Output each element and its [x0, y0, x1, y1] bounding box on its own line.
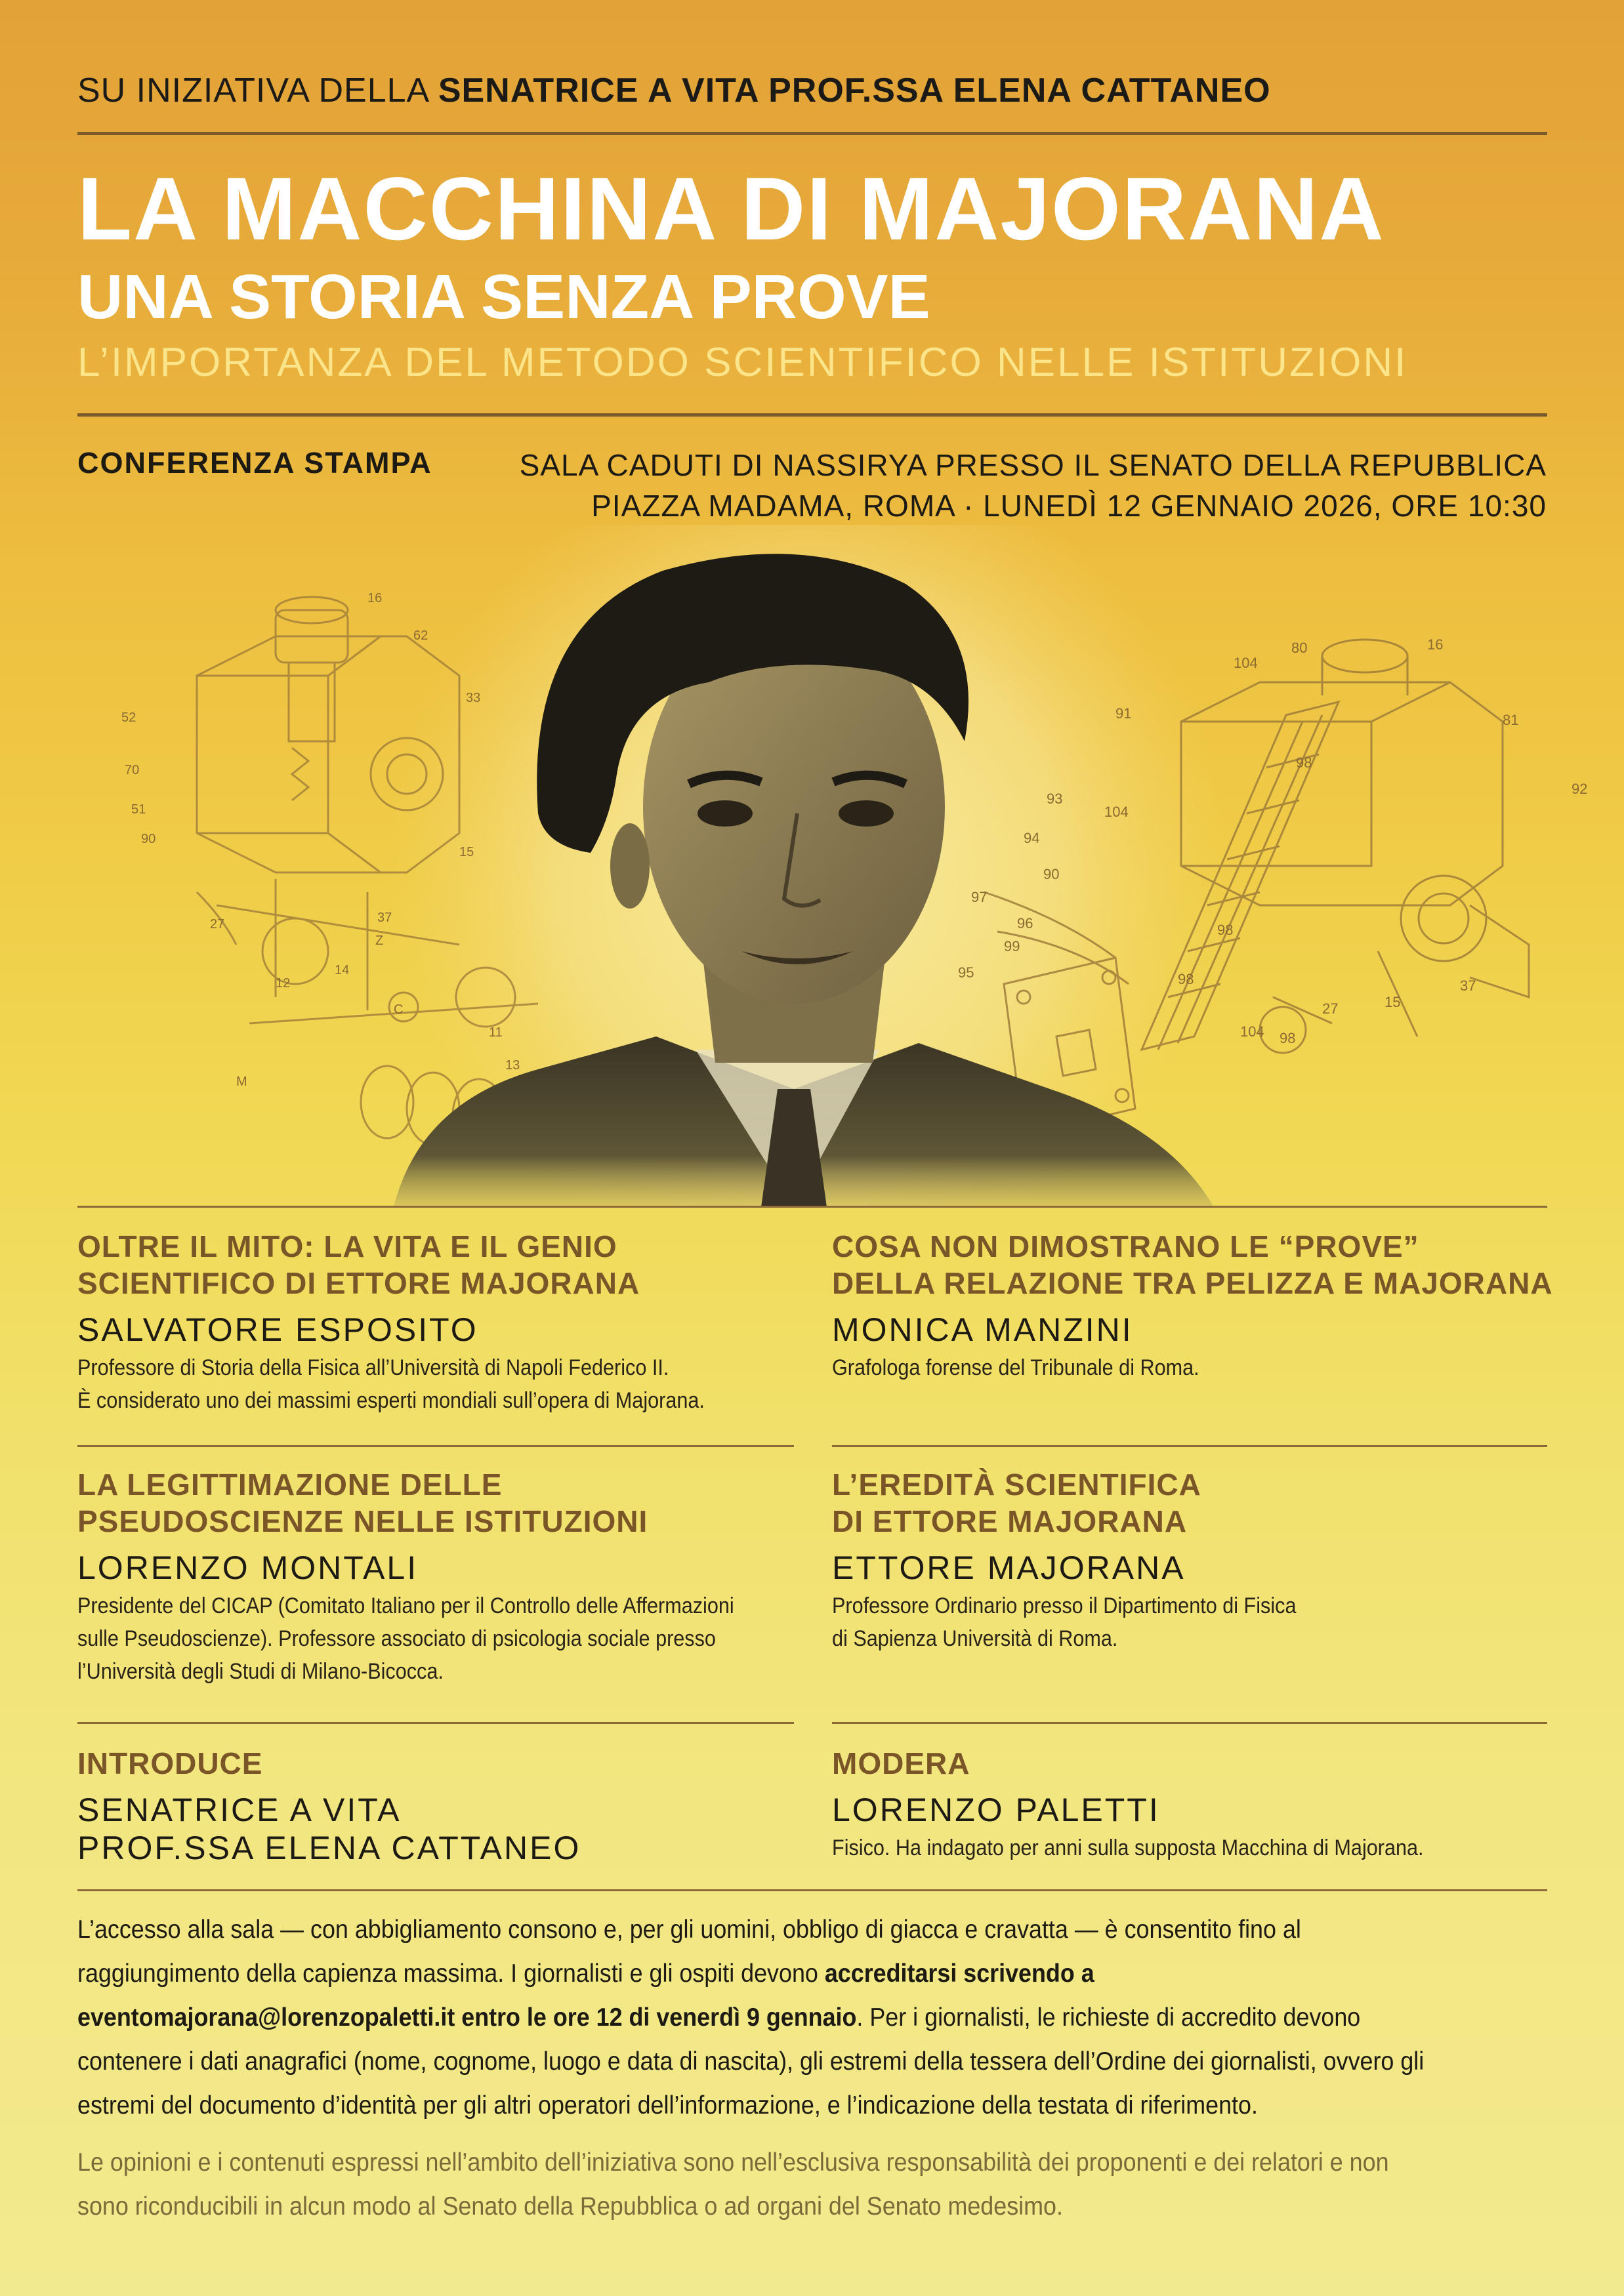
description-line: Fisico. Ha indagato per anni sulla supposta Macchina di Majorana.	[832, 1835, 1424, 1860]
session-title-line: LA LEGITTIMAZIONE DELLE	[77, 1467, 503, 1502]
title-divider	[77, 413, 1547, 417]
session-3-speaker: LORENZO MONTALI	[77, 1549, 419, 1586]
session-title-line: COSA NON DIMOSTRANO LE “PROVE”	[832, 1229, 1419, 1263]
introduce-label: INTRODUCE	[77, 1746, 263, 1780]
drawing-label: 104	[1234, 655, 1258, 671]
row-divider-right-1	[832, 1445, 1547, 1447]
drawing-label: 13	[505, 1058, 520, 1073]
drawing-label: 16	[367, 591, 383, 605]
header-divider	[77, 132, 1547, 135]
description-line: di Sapienza Università di Roma.	[832, 1626, 1118, 1651]
session-2-title	[832, 1228, 1553, 1302]
session-4-speaker: ETTORE MAJORANA	[832, 1549, 1186, 1586]
session-1-title	[77, 1228, 793, 1302]
session-3	[77, 1466, 793, 1688]
session-title-line: DELLA RELAZIONE TRA PELIZZA E MAJORANA	[832, 1266, 1553, 1300]
session-4-title	[832, 1466, 1547, 1540]
drawing-label: 37	[1460, 977, 1476, 994]
drawing-label: 12	[276, 976, 291, 991]
drawing-label: 90	[141, 832, 156, 846]
access-text: L’accesso alla sala — con abbigliamento consono e, per gli uomini, obbligo di giacca e cravatta — è consentito fino al raggiungimento della capienza massima. I giornalisti e gli ospiti devono	[77, 1916, 1301, 1988]
access-info	[77, 1908, 1430, 2127]
description-line: Presidente del CICAP (Comitato Italiano per il Controllo delle Affermazioni	[77, 1593, 734, 1618]
event-tagline: L’IMPORTANZA DEL METODO SCIENTIFICO NELLE ISTITUZIONI	[77, 340, 1408, 385]
event-title: LA MACCHINA DI MAJORANA	[77, 159, 1385, 258]
event-type-label: CONFERENZA STAMPA	[77, 446, 432, 480]
drawing-label: 97	[971, 889, 988, 905]
moderator-label: MODERA	[832, 1746, 970, 1780]
drawing-label: 93	[1047, 790, 1063, 807]
drawing-label: 98	[1217, 922, 1234, 938]
drawing-label: 33	[466, 691, 481, 705]
session-3-title	[77, 1466, 793, 1540]
drawing-label: 94	[1024, 830, 1040, 846]
initiative-senator: SENATRICE A VITA PROF.SSA ELENA CATTANEO	[438, 72, 1271, 110]
drawing-label: 96	[1017, 915, 1033, 932]
moderator-block	[832, 1745, 1547, 1864]
drawing-label: 15	[459, 845, 474, 859]
moderator-description	[832, 1832, 1476, 1864]
description-line: Professore Ordinario presso il Dipartimento di Fisica	[832, 1593, 1297, 1618]
event-subtitle: UNA STORIA SENZA PROVE	[77, 262, 930, 332]
drawing-label: 27	[1322, 1000, 1339, 1017]
initiative-prefix: SU INIZIATIVA DELLA	[77, 72, 438, 110]
row-divider-left-2	[77, 1722, 794, 1724]
drawing-label: 90	[1043, 866, 1060, 882]
venue-date-line: PIAZZA MADAMA, ROMA · LUNEDÌ 12 GENNAIO 2026, ORE 10:30	[591, 489, 1547, 523]
session-1-description	[77, 1351, 721, 1417]
drawing-label: 51	[131, 802, 146, 817]
drawing-label: 15	[1385, 994, 1401, 1010]
drawing-label: 70	[125, 763, 140, 777]
drawing-label: 14	[335, 963, 350, 977]
description-line: l’Università degli Studi di Milano-Bicocca.	[77, 1659, 444, 1684]
drawing-label: 98	[1280, 1030, 1296, 1046]
disclaimer: Le opinioni e i contenuti espressi nell’ambito dell’iniziativa sono nell’esclusiva responsabilità dei proponenti e dei relatori e non sono riconducibili in alcun modo al Senato della Repubblica o ad organi del Senato medesimo.	[77, 2148, 1389, 2221]
session-title-line: OLTRE IL MITO: LA VITA E IL GENIO	[77, 1229, 617, 1263]
speaker-line: PROF.SSA ELENA CATTANEO	[77, 1830, 581, 1866]
drawing-label: 92	[1572, 781, 1588, 797]
drawing-label: 99	[1004, 938, 1020, 954]
introduce-speaker	[77, 1791, 793, 1867]
drawing-label: C	[394, 1002, 404, 1017]
row-divider-left-1	[77, 1445, 794, 1447]
session-1-speaker: SALVATORE ESPOSITO	[77, 1311, 478, 1348]
session-2	[832, 1228, 1553, 1384]
moderator-speaker: LORENZO PALETTI	[832, 1792, 1160, 1828]
session-title-line: PSEUDOSCIENZE NELLE ISTITUZIONI	[77, 1504, 648, 1538]
drawing-label: 81	[1503, 712, 1519, 728]
event-venue	[520, 445, 1547, 526]
description-line: Professore di Storia della Fisica all’Università di Napoli Federico II.	[77, 1355, 669, 1380]
drawing-label: 98	[1178, 971, 1194, 987]
drawing-label: 16	[1427, 636, 1444, 653]
drawing-label: 104	[1104, 804, 1129, 820]
drawing-label: 27	[210, 917, 225, 932]
sessions-bottom-divider	[77, 1889, 1547, 1891]
drawing-label: 62	[413, 628, 428, 643]
drawing-label: M	[236, 1075, 247, 1089]
drawing-label: 98	[1296, 754, 1312, 771]
session-title-line: DI ETTORE MAJORANA	[832, 1504, 1188, 1538]
portrait-artwork	[0, 525, 1624, 1207]
session-3-description	[77, 1589, 734, 1688]
row-divider-right-2	[832, 1722, 1547, 1724]
session-1	[77, 1228, 793, 1417]
description-line: Grafologa forense del Tribunale di Roma.	[832, 1355, 1199, 1380]
session-title-line: SCIENTIFICO DI ETTORE MAJORANA	[77, 1266, 640, 1300]
drawing-label: 52	[121, 710, 136, 725]
venue-line-1: SALA CADUTI DI NASSIRYA PRESSO IL SENATO DELLA REPUBBLICA	[519, 448, 1547, 482]
drawing-label: 37	[377, 911, 392, 925]
description-line: sulle Pseudoscienze). Professore associato di psicologia sociale presso	[77, 1626, 716, 1651]
drawing-label: 95	[958, 964, 974, 981]
introduce-block	[77, 1745, 793, 1867]
access-text: . Per i giornalisti, le richieste di accredito devono contenere i dati anagrafici (nome, cognome, luogo e data di nascita), gli estremi della tessera dell’Ordine dei giornalisti, ovvero gli estremi del documento d’identità per gli altri operatori dell’informazione, e l’indicazione della testata di riferimento.	[77, 2003, 1425, 2120]
session-4-description	[832, 1589, 1476, 1655]
accreditation-notice: accreditarsi scrivendo a eventomajorana@lorenzopaletti.it entro le ore 12 di venerdì 9 gennaio	[77, 1959, 1094, 2032]
drawing-label: 104	[1240, 1023, 1264, 1040]
drawing-label: Z	[375, 933, 384, 948]
session-title-line: L’EREDITÀ SCIENTIFICA	[832, 1467, 1201, 1502]
speaker-line: SENATRICE A VITA	[77, 1792, 402, 1828]
session-4	[832, 1466, 1547, 1655]
drawing-label: 80	[1291, 640, 1308, 656]
session-2-speaker: MONICA MANZINI	[832, 1311, 1133, 1348]
drawing-label: 91	[1115, 705, 1132, 722]
description-line: È considerato uno dei massimi esperti mondiali sull’opera di Majorana.	[77, 1388, 705, 1413]
initiative-line	[77, 71, 1271, 110]
sessions-top-divider	[77, 1206, 1547, 1208]
drawing-label: 11	[489, 1025, 503, 1040]
session-2-description	[832, 1351, 1476, 1384]
